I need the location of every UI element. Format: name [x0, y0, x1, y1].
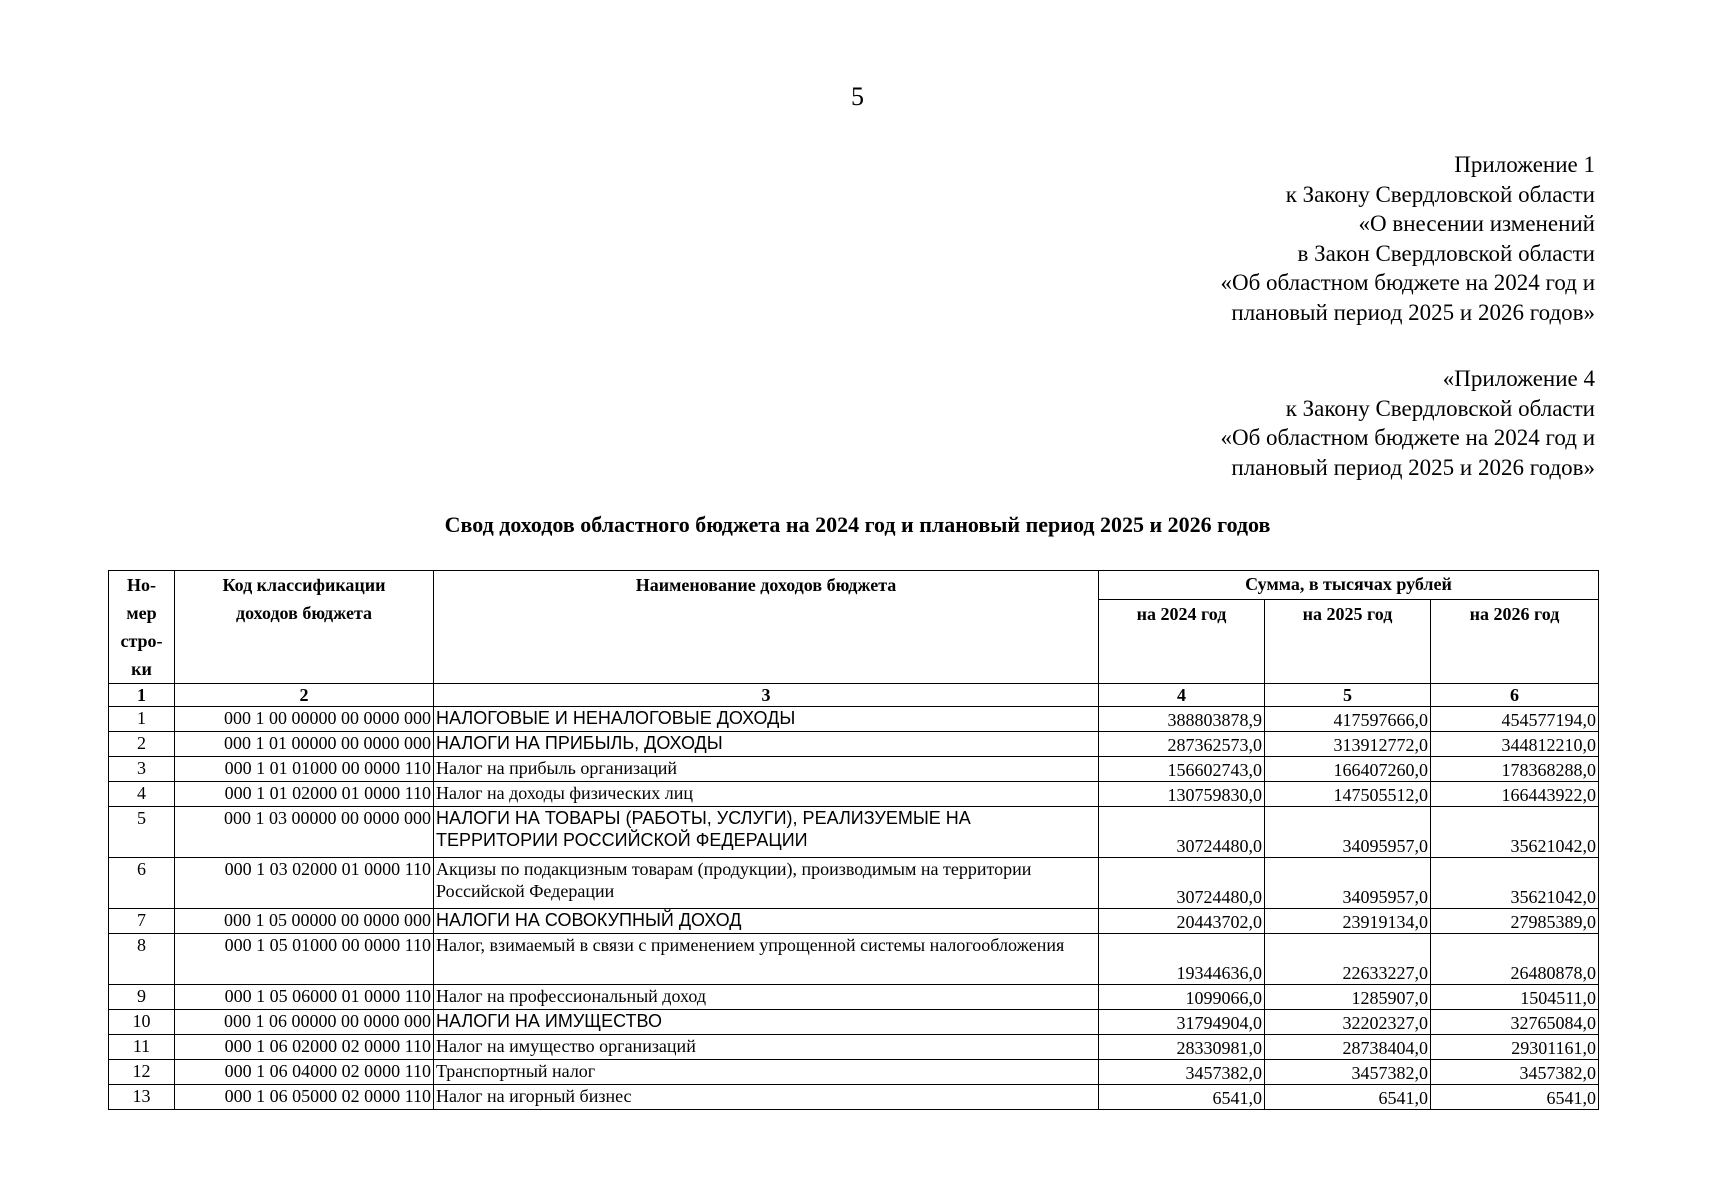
classification-code-cell: 000 1 06 05000 02 0000 110 — [175, 1085, 434, 1110]
row-number-cell: 7 — [109, 909, 175, 934]
amount-2025-cell: 6541,0 — [1265, 1085, 1431, 1110]
amount-2025-cell: 166407260,0 — [1265, 757, 1431, 782]
income-name-cell: Транспортный налог — [434, 1060, 1099, 1085]
amount-2024-cell: 6541,0 — [1099, 1085, 1265, 1110]
amount-2025-cell: 1285907,0 — [1265, 985, 1431, 1010]
row-number-cell: 1 — [109, 707, 175, 732]
header-year-2025: на 2025 год — [1265, 600, 1431, 684]
appendix-1-line: к Закону Свердловской области — [1285, 181, 1595, 207]
amount-2024-cell: 30724480,0 — [1099, 807, 1265, 858]
amount-2024-cell: 19344636,0 — [1099, 934, 1265, 985]
amount-2026-cell: 1504511,0 — [1431, 985, 1599, 1010]
amount-2025-cell: 417597666,0 — [1265, 707, 1431, 732]
header-sum: Сумма, в тысячах рублей — [1099, 571, 1599, 600]
header-year-2024: на 2024 год — [1099, 600, 1265, 684]
amount-2024-cell: 3457382,0 — [1099, 1060, 1265, 1085]
classification-code-cell: 000 1 05 06000 01 0000 110 — [175, 985, 434, 1010]
appendix-1-line: «Об областном бюджете на 2024 год и — [1220, 270, 1595, 295]
column-number: 1 — [109, 684, 175, 707]
amount-2024-cell: 130759830,0 — [1099, 782, 1265, 807]
amount-2025-cell: 34095957,0 — [1265, 858, 1431, 909]
amount-2025-cell: 313912772,0 — [1265, 732, 1431, 757]
classification-code-cell: 000 1 06 04000 02 0000 110 — [175, 1060, 434, 1085]
income-name-cell: Налог на игорный бизнес — [434, 1085, 1099, 1110]
income-name-cell: Налог на имущество организаций — [434, 1035, 1099, 1060]
appendix-1-line: «О внесении изменений — [1358, 211, 1595, 236]
income-name-cell: Акцизы по подакцизным товарам (продукции), производимым на территории Российской Федерации — [434, 858, 1099, 909]
table-row — [109, 934, 1599, 985]
amount-2026-cell: 178368288,0 — [1431, 757, 1599, 782]
column-number: 4 — [1099, 684, 1265, 707]
income-name-cell: НАЛОГИ НА ПРИБЫЛЬ, ДОХОДЫ — [434, 732, 1099, 757]
row-number-cell: 8 — [109, 934, 175, 985]
amount-2024-cell: 20443702,0 — [1099, 909, 1265, 934]
amount-2026-cell: 35621042,0 — [1431, 858, 1599, 909]
amount-2024-cell: 31794904,0 — [1099, 1010, 1265, 1035]
amount-2026-cell: 344812210,0 — [1431, 732, 1599, 757]
classification-code-cell: 000 1 01 01000 00 0000 110 — [175, 757, 434, 782]
table-row — [109, 858, 1599, 909]
appendix-1-line: Приложение 1 — [1454, 152, 1595, 177]
appendix-1-block — [1220, 150, 1595, 327]
classification-code-cell: 000 1 05 01000 00 0000 110 — [175, 934, 434, 985]
table-row — [109, 909, 1599, 934]
header-code: Код классификации доходов бюджета — [175, 571, 434, 684]
classification-code-cell: 000 1 01 02000 01 0000 110 — [175, 782, 434, 807]
row-number-cell: 9 — [109, 985, 175, 1010]
row-number-cell: 4 — [109, 782, 175, 807]
table-row — [109, 757, 1599, 782]
classification-code-cell: 000 1 06 02000 02 0000 110 — [175, 1035, 434, 1060]
amount-2025-cell: 3457382,0 — [1265, 1060, 1431, 1085]
table-row — [109, 1035, 1599, 1060]
column-numbers-row — [109, 684, 1599, 707]
income-name-cell: НАЛОГОВЫЕ И НЕНАЛОГОВЫЕ ДОХОДЫ — [434, 707, 1099, 732]
classification-code-cell: 000 1 01 00000 00 0000 000 — [175, 732, 434, 757]
amount-2024-cell: 1099066,0 — [1099, 985, 1265, 1010]
row-number-cell: 11 — [109, 1035, 175, 1060]
amount-2024-cell: 28330981,0 — [1099, 1035, 1265, 1060]
appendix-4-line: «Об областном бюджете на 2024 год и — [1220, 425, 1595, 450]
income-name-cell: НАЛОГИ НА СОВОКУПНЫЙ ДОХОД — [434, 909, 1099, 934]
income-name-cell: Налог, взимаемый в связи с применением упрощенной системы налогообложения — [434, 934, 1099, 985]
amount-2024-cell: 30724480,0 — [1099, 858, 1265, 909]
amount-2024-cell: 287362573,0 — [1099, 732, 1265, 757]
table-row — [109, 985, 1599, 1010]
amount-2026-cell: 6541,0 — [1431, 1085, 1599, 1110]
income-name-cell: Налог на прибыль организаций — [434, 757, 1099, 782]
appendix-1-line: плановый период 2025 и 2026 годов» — [1231, 299, 1595, 325]
column-number: 6 — [1431, 684, 1599, 707]
income-name-cell: НАЛОГИ НА ТОВАРЫ (РАБОТЫ, УСЛУГИ), РЕАЛИЗУЕМЫЕ НА ТЕРРИТОРИИ РОССИЙСКОЙ ФЕДЕРАЦИИ — [434, 807, 1099, 858]
row-number-cell: 5 — [109, 807, 175, 858]
income-name-cell: Налог на доходы физических лиц — [434, 782, 1099, 807]
amount-2024-cell: 388803878,9 — [1099, 707, 1265, 732]
row-number-cell: 6 — [109, 858, 175, 909]
amount-2026-cell: 3457382,0 — [1431, 1060, 1599, 1085]
amount-2026-cell: 454577194,0 — [1431, 707, 1599, 732]
row-number-cell: 10 — [109, 1010, 175, 1035]
income-name-cell: НАЛОГИ НА ИМУЩЕСТВО — [434, 1010, 1099, 1035]
row-number-cell: 2 — [109, 732, 175, 757]
amount-2024-cell: 156602743,0 — [1099, 757, 1265, 782]
amount-2025-cell: 32202327,0 — [1265, 1010, 1431, 1035]
column-number: 2 — [175, 684, 434, 707]
income-name-cell: Налог на профессиональный доход — [434, 985, 1099, 1010]
appendix-4-block — [1220, 364, 1595, 482]
amount-2026-cell: 166443922,0 — [1431, 782, 1599, 807]
column-number: 5 — [1265, 684, 1431, 707]
page-number: 5 — [851, 82, 864, 111]
income-table — [108, 570, 1599, 1110]
amount-2025-cell: 23919134,0 — [1265, 909, 1431, 934]
classification-code-cell: 000 1 05 00000 00 0000 000 — [175, 909, 434, 934]
amount-2026-cell: 35621042,0 — [1431, 807, 1599, 858]
amount-2025-cell: 28738404,0 — [1265, 1035, 1431, 1060]
amount-2026-cell: 26480878,0 — [1431, 934, 1599, 985]
amount-2025-cell: 34095957,0 — [1265, 807, 1431, 858]
classification-code-cell: 000 1 06 00000 00 0000 000 — [175, 1010, 434, 1035]
row-number-cell: 13 — [109, 1085, 175, 1110]
appendix-4-line: плановый период 2025 и 2026 годов» — [1231, 454, 1595, 480]
table-row — [109, 1085, 1599, 1110]
classification-code-cell: 000 1 03 02000 01 0000 110 — [175, 858, 434, 909]
classification-code-cell: 000 1 03 00000 00 0000 000 — [175, 807, 434, 858]
amount-2026-cell: 29301161,0 — [1431, 1035, 1599, 1060]
amount-2025-cell: 147505512,0 — [1265, 782, 1431, 807]
amount-2026-cell: 27985389,0 — [1431, 909, 1599, 934]
amount-2026-cell: 32765084,0 — [1431, 1010, 1599, 1035]
appendix-4-line: к Закону Свердловской области — [1285, 395, 1595, 421]
document-title: Свод доходов областного бюджета на 2024 год и плановый период 2025 и 2026 годов — [444, 512, 1271, 537]
table-row — [109, 1060, 1599, 1085]
header-row-number: Но- мер стро- ки — [109, 571, 175, 684]
amount-2025-cell: 22633227,0 — [1265, 934, 1431, 985]
appendix-1-line: в Закон Свердловской области — [1297, 240, 1595, 266]
table-row — [109, 1010, 1599, 1035]
table-row — [109, 707, 1599, 732]
appendix-4-line: «Приложение 4 — [1442, 366, 1595, 391]
row-number-cell: 3 — [109, 757, 175, 782]
header-year-2026: на 2026 год — [1431, 600, 1599, 684]
table-row — [109, 732, 1599, 757]
table-row — [109, 807, 1599, 858]
header-name: Наименование доходов бюджета — [434, 571, 1099, 684]
table-row — [109, 782, 1599, 807]
column-number: 3 — [434, 684, 1099, 707]
row-number-cell: 12 — [109, 1060, 175, 1085]
classification-code-cell: 000 1 00 00000 00 0000 000 — [175, 707, 434, 732]
